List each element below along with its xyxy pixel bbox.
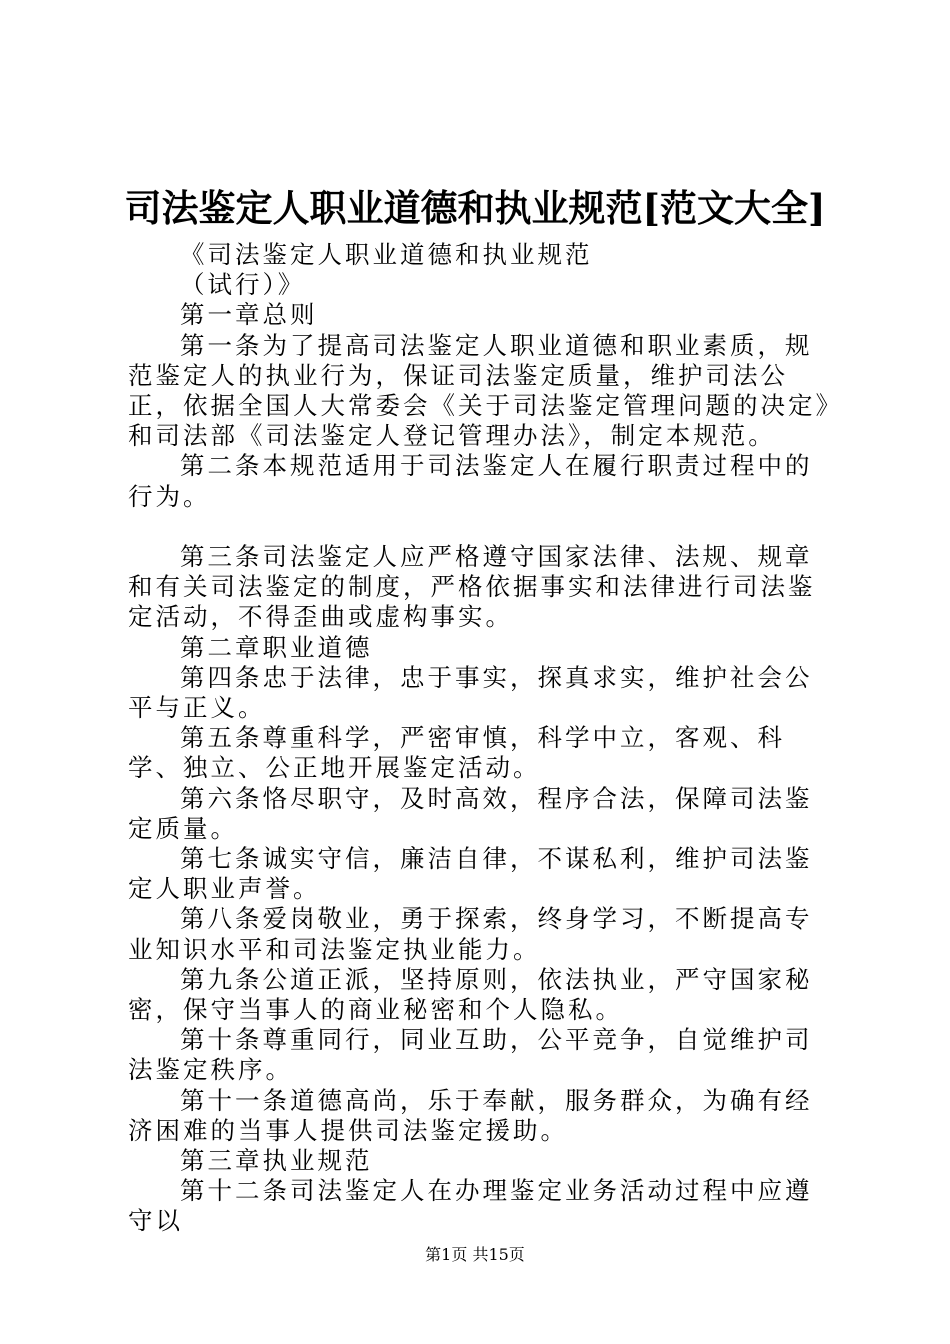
blank-line	[128, 512, 834, 542]
paragraph: 第八条爱岗敬业，勇于探索，终身学习，不断提高专业知识水平和司法鉴定执业能力。	[128, 904, 813, 964]
paragraph: 第十一条道德高尚，乐于奉献，服务群众，为确有经济困难的当事人提供司法鉴定援助。	[128, 1085, 813, 1145]
paragraph: 第二条本规范适用于司法鉴定人在履行职责过程中的行为。	[128, 451, 813, 511]
paragraph: 第四条忠于法律，忠于事实，探真求实，维护社会公平与正义。	[128, 662, 813, 723]
paragraph: 第五条尊重科学，严密审慎，科学中立，客观、科学、独立、公正地开展鉴定活动。	[128, 723, 785, 783]
paragraph: 第十二条司法鉴定人在办理鉴定业务活动过程中应遵守以	[128, 1176, 813, 1236]
paragraph: 第三条司法鉴定人应严格遵守国家法律、法规、规章和有关司法鉴定的制度，严格依据事实和法律进行司法鉴定活动，不得歪曲或虚构事实。	[128, 542, 816, 632]
paragraph: 《司法鉴定人职业道德和执业规范	[180, 240, 593, 269]
paragraph: 第一条为了提高司法鉴定人职业道德和职业素质，规范鉴定人的执业行为，保证司法鉴定质量，维护司法公正，依据全国人大常委会《关于司法鉴定管理问题的决定》和司法部《司法鉴定人登记管理办法》，制定本规范。	[128, 330, 831, 451]
chapter-heading: 第一章总则	[180, 300, 318, 330]
paragraph: 第六条恪尽职守，及时高效，程序合法，保障司法鉴定质量。	[128, 783, 813, 843]
document-title: 司法鉴定人职业道德和执业规范[范文大全]	[124, 186, 826, 230]
paragraph: 第九条公道正派，坚持原则，依法执业，严守国家秘密，保守当事人的商业秘密和个人隐私。	[128, 964, 813, 1025]
paragraph: 第十条尊重同行，同业互助，公平竞争，自觉维护司法鉴定秩序。	[128, 1025, 813, 1085]
page-number-footer: 第1页 共15页	[425, 1245, 525, 1264]
chapter-heading: 第三章执业规范	[180, 1146, 373, 1176]
document-body	[128, 240, 834, 1237]
chapter-heading: 第二章职业道德	[180, 632, 373, 662]
paragraph: 第七条诚实守信，廉洁自律，不谋私利，维护司法鉴定人职业声誉。	[128, 844, 813, 904]
paragraph: （试行）》	[180, 270, 306, 300]
